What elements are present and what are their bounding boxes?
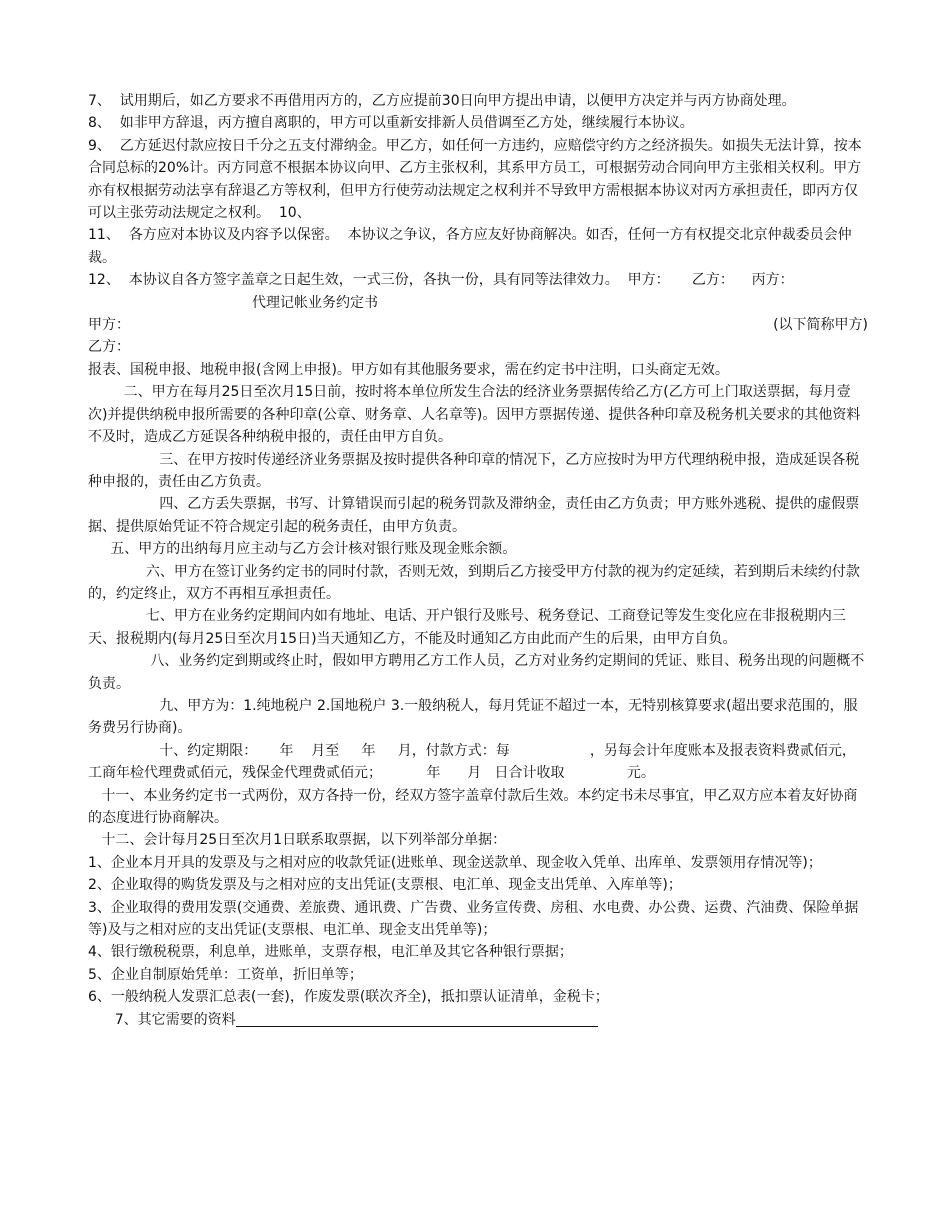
document-page — [88, 90, 868, 1031]
clause-7: 7、 试用期后，如乙方要求不再借用丙方的，乙方应提前30日向甲方提出申请，以便甲方决定并与丙方协商处理。 — [88, 93, 796, 109]
party-a-line — [88, 314, 868, 336]
document-title: 代理记帐业务约定书 — [252, 294, 378, 311]
clause-12: 12、 本协议自各方签字盖章之日起生效，一式三份，各执一份，具有同等法律效力。 甲方： 乙方： 丙方： — [88, 272, 794, 289]
list-item: 5、企业自制原始凭单：工资单，折旧单等； — [88, 966, 363, 983]
body-paragraph: 十、约定期限： 年 月至 年 月，付款方式：每 ，另每会计年度账本及报表资料费贰佰元，工商年检代理费贰佰元，残保金代理费贰佰元； 年 月 日合计收取 元。 — [88, 742, 856, 782]
list-item: 2、企业取得的购货发票及与之相对应的支出凭证(支票根、电汇单、现金支出凭单、入库单等)； — [88, 877, 682, 894]
body-paragraph: 八、业务约定到期或终止时，假如甲方聘用乙方工作人员，乙方对业务约定期间的凭证、账目、税务出现的问题概不负责。 — [88, 653, 865, 692]
list-item: 1、企业本月开具的发票及与之相对应的收款凭证(进账单、现金送款单、现金收入凭单、出库单、发票领用存情况等)； — [88, 854, 822, 871]
clause-8: 8、 如非甲方辞退，丙方擅自离职的，甲方可以重新安排新人员借调至乙方处，继续履行本协议。 — [88, 115, 694, 132]
clause-11: 11、 各方应对本协议及内容予以保密。 本协议之争议，各方应友好协商解决。如否，任何一方有权提交北京仲裁委员会仲裁。 — [88, 227, 852, 266]
list-item-last — [88, 1009, 868, 1031]
body-paragraph: 四、乙方丢失票据，书写、计算错误而引起的税务罚款及滞纳金，责任由乙方负责；甲方账外逃税、提供的虚假票据、提供原始凭证不符合规定引起的税务责任，由甲方负责。 — [88, 496, 860, 535]
clause-9: 9、 乙方延迟付款应按日千分之五支付滞纳金。甲乙方，如任何一方违约，应赔偿守约方之经济损失。如损失无法计算，按本合同总标的20%计。丙方同意不根据本协议向甲、乙方主张权利，其系甲方员工，可根据劳动合同向甲方主张相关权利。甲方亦有权根据劳动法享有辞退乙方等权利，但甲方行使劳动法规定之权利并不导致甲方需根据本协议对丙方承担责任，即丙方仅可以主张劳动法规定之权利。 10、 — [88, 137, 862, 222]
body-paragraph: 七、甲方在业务约定期间内如有地址、电话、开户银行及账号、税务登记、工商登记等发生变化应在非报税期内三天、报税期内(每月25日至次月15日)当天通知乙方，不能及时通知乙方由此而产生的后果，由甲方自负。 — [88, 608, 846, 647]
body-paragraph: 报表、国税申报、地税申报(含网上申报)。甲方如有其他服务要求，需在约定书中注明，口头商定无效。 — [88, 361, 729, 378]
party-b-label: 乙方： — [88, 339, 130, 356]
body-paragraph: 十二、会计每月25日至次月1日联系取票据，以下列举部分单据： — [88, 832, 507, 849]
fill-in-blank-line — [236, 1010, 598, 1027]
body-paragraph: 五、甲方的出纳每月应主动与乙方会计核对银行账及现金账余额。 — [88, 541, 517, 558]
list-item: 4、银行缴税税票，利息单，进账单，支票存根，电汇单及其它各种银行票据； — [88, 944, 573, 961]
list-item: 3、企业取得的费用发票(交通费、差旅费、通讯费、广告费、业务宣传费、房租、水电费、办公费、运费、汽油费、保险单据等)及与之相对应的支出凭证(支票根、电汇单、现金支出凭单等)； — [88, 899, 859, 939]
body-paragraph: 六、甲方在签订业务约定书的同时付款，否则无效，到期后乙方接受甲方付款的视为约定延续，若到期后未续约付款的，约定终止，双方不再相互承担责任。 — [88, 563, 860, 602]
party-a-note: (以下简称甲方) — [773, 317, 868, 334]
party-a-label: 甲方： — [88, 317, 130, 334]
list-item-last-label: 7、其它需要的资料 — [88, 1011, 236, 1028]
list-item: 6、一般纳税人发票汇总表(一套)，作废发票(联次齐全)，抵扣票认证清单，金税卡； — [88, 989, 609, 1006]
body-paragraph: 九、甲方为：1.纯地税户 2.国地税户 3.一般纳税人，每月凭证不超过一本，无特别核算要求(超出要求范围的，服务费另行协商)。 — [88, 697, 858, 737]
body-paragraph: 十一、本业务约定书一式两份，双方各持一份，经双方签字盖章付款后生效。本约定书未尽事宜，甲乙双方应本着友好协商的态度进行协商解决。 — [88, 787, 858, 826]
body-paragraph: 二、甲方在每月25日至次月15日前，按时将本单位所发生合法的经济业务票据传给乙方(乙方可上门取送票据，每月壹次)并提供纳税申报所需要的各种印章(公章、财务章、人名章等)。因甲方票据传递、提供各种印章及税务机关要求的其他资料不及时，造成乙方延误各种纳税申报的，责任由甲方自负。 — [88, 384, 861, 446]
body-paragraph: 三、在甲方按时传递经济业务票据及按时提供各种印章的情况下，乙方应按时为甲方代理纳税申报，造成延误各税种申报的，责任由乙方负责。 — [88, 451, 860, 490]
